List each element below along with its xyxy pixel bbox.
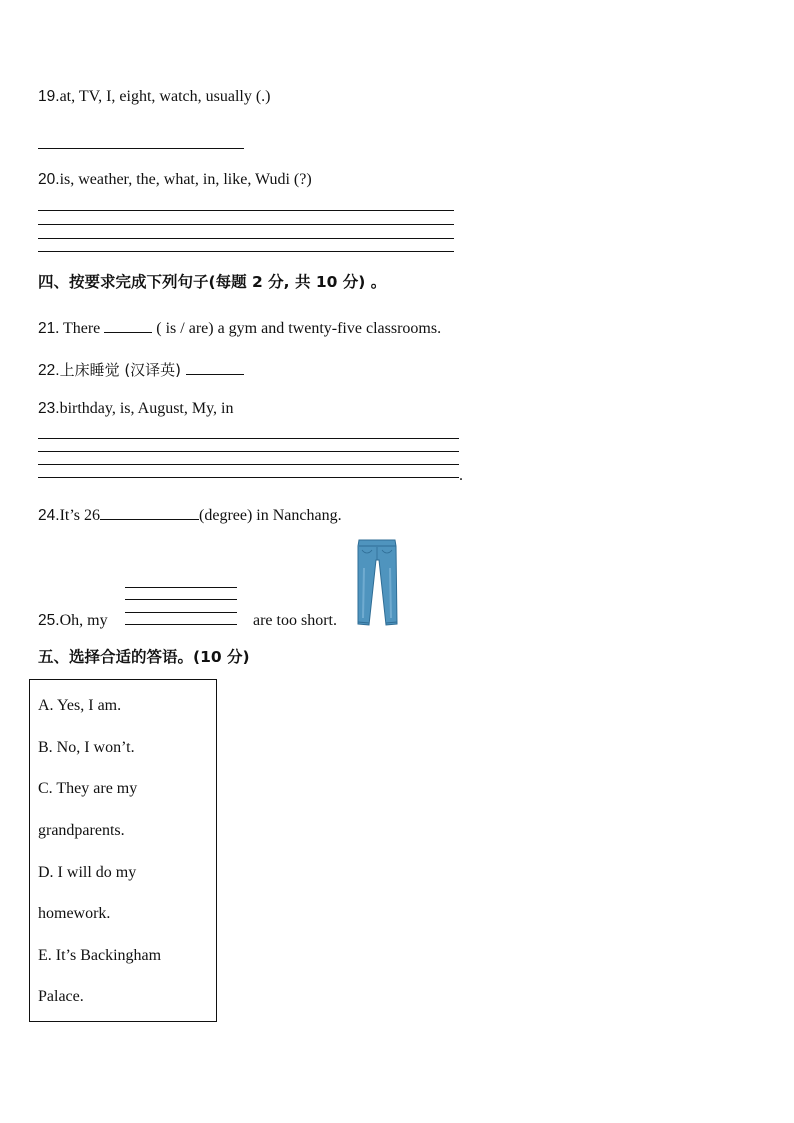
question-25	[38, 613, 108, 629]
answer-blank[interactable]	[186, 360, 244, 375]
answer-blank[interactable]	[104, 318, 152, 333]
question-text: 上床睡觉 (汉译英)	[59, 361, 186, 379]
question-text-pre: It’s 26	[59, 507, 101, 524]
writing-line[interactable]	[38, 224, 454, 225]
writing-line[interactable]	[38, 477, 459, 478]
question-20	[38, 172, 312, 188]
section-heading: 四、按要求完成下列句子(每题 2 分, 共 10 分) 。	[38, 273, 387, 291]
option-c-cont: grandparents.	[38, 822, 125, 839]
question-text-post: ( is / are) a gym and twenty-five classrooms.	[152, 320, 442, 337]
question-number: 19.	[38, 88, 60, 105]
writing-line[interactable]	[38, 451, 459, 452]
question-text: at, TV, I, eight, watch, usually (.)	[59, 88, 271, 105]
writing-line[interactable]	[125, 599, 237, 600]
writing-line[interactable]	[38, 251, 454, 252]
question-23	[38, 401, 234, 417]
question-text: birthday, is, August, My, in	[59, 400, 234, 417]
question-22	[38, 360, 244, 379]
writing-line[interactable]	[125, 612, 237, 613]
question-text: is, weather, the, what, in, like, Wudi (?)	[59, 171, 312, 188]
question-24	[38, 505, 342, 524]
question-number: 25.	[38, 612, 60, 629]
question-text-pre: Oh, my	[59, 612, 108, 629]
question-number: 23.	[38, 400, 60, 417]
writing-line[interactable]	[125, 624, 237, 625]
option-d: D. I will do my	[38, 864, 137, 881]
answer-blank[interactable]	[100, 505, 199, 520]
section-heading: 五、选择合适的答语。(10 分)	[38, 648, 250, 666]
option-a: A. Yes, I am.	[38, 697, 122, 714]
option-d-cont: homework.	[38, 905, 111, 922]
question-25-post: are too short.	[253, 612, 337, 629]
writing-line[interactable]	[38, 438, 459, 439]
answer-line[interactable]	[38, 148, 244, 149]
question-21	[38, 318, 441, 337]
question-number: 21	[38, 320, 56, 337]
writing-line[interactable]	[38, 464, 459, 465]
question-number: 20.	[38, 171, 60, 188]
question-number: 24.	[38, 507, 60, 524]
question-text-pre: . There	[55, 320, 105, 337]
question-19	[38, 89, 270, 105]
end-mark: .	[459, 467, 463, 484]
writing-line[interactable]	[38, 210, 454, 211]
writing-line[interactable]	[125, 587, 237, 588]
question-text-post: (degree) in Nanchang.	[199, 507, 342, 524]
option-e: E. It’s Backingham	[38, 947, 162, 964]
jeans-icon	[356, 538, 398, 628]
option-e-cont: Palace.	[38, 988, 84, 1005]
option-b: B. No, I won’t.	[38, 739, 135, 756]
option-c: C. They are my	[38, 780, 138, 797]
question-number: 22.	[38, 362, 60, 379]
options-box	[29, 679, 217, 1022]
writing-line[interactable]	[38, 238, 454, 239]
